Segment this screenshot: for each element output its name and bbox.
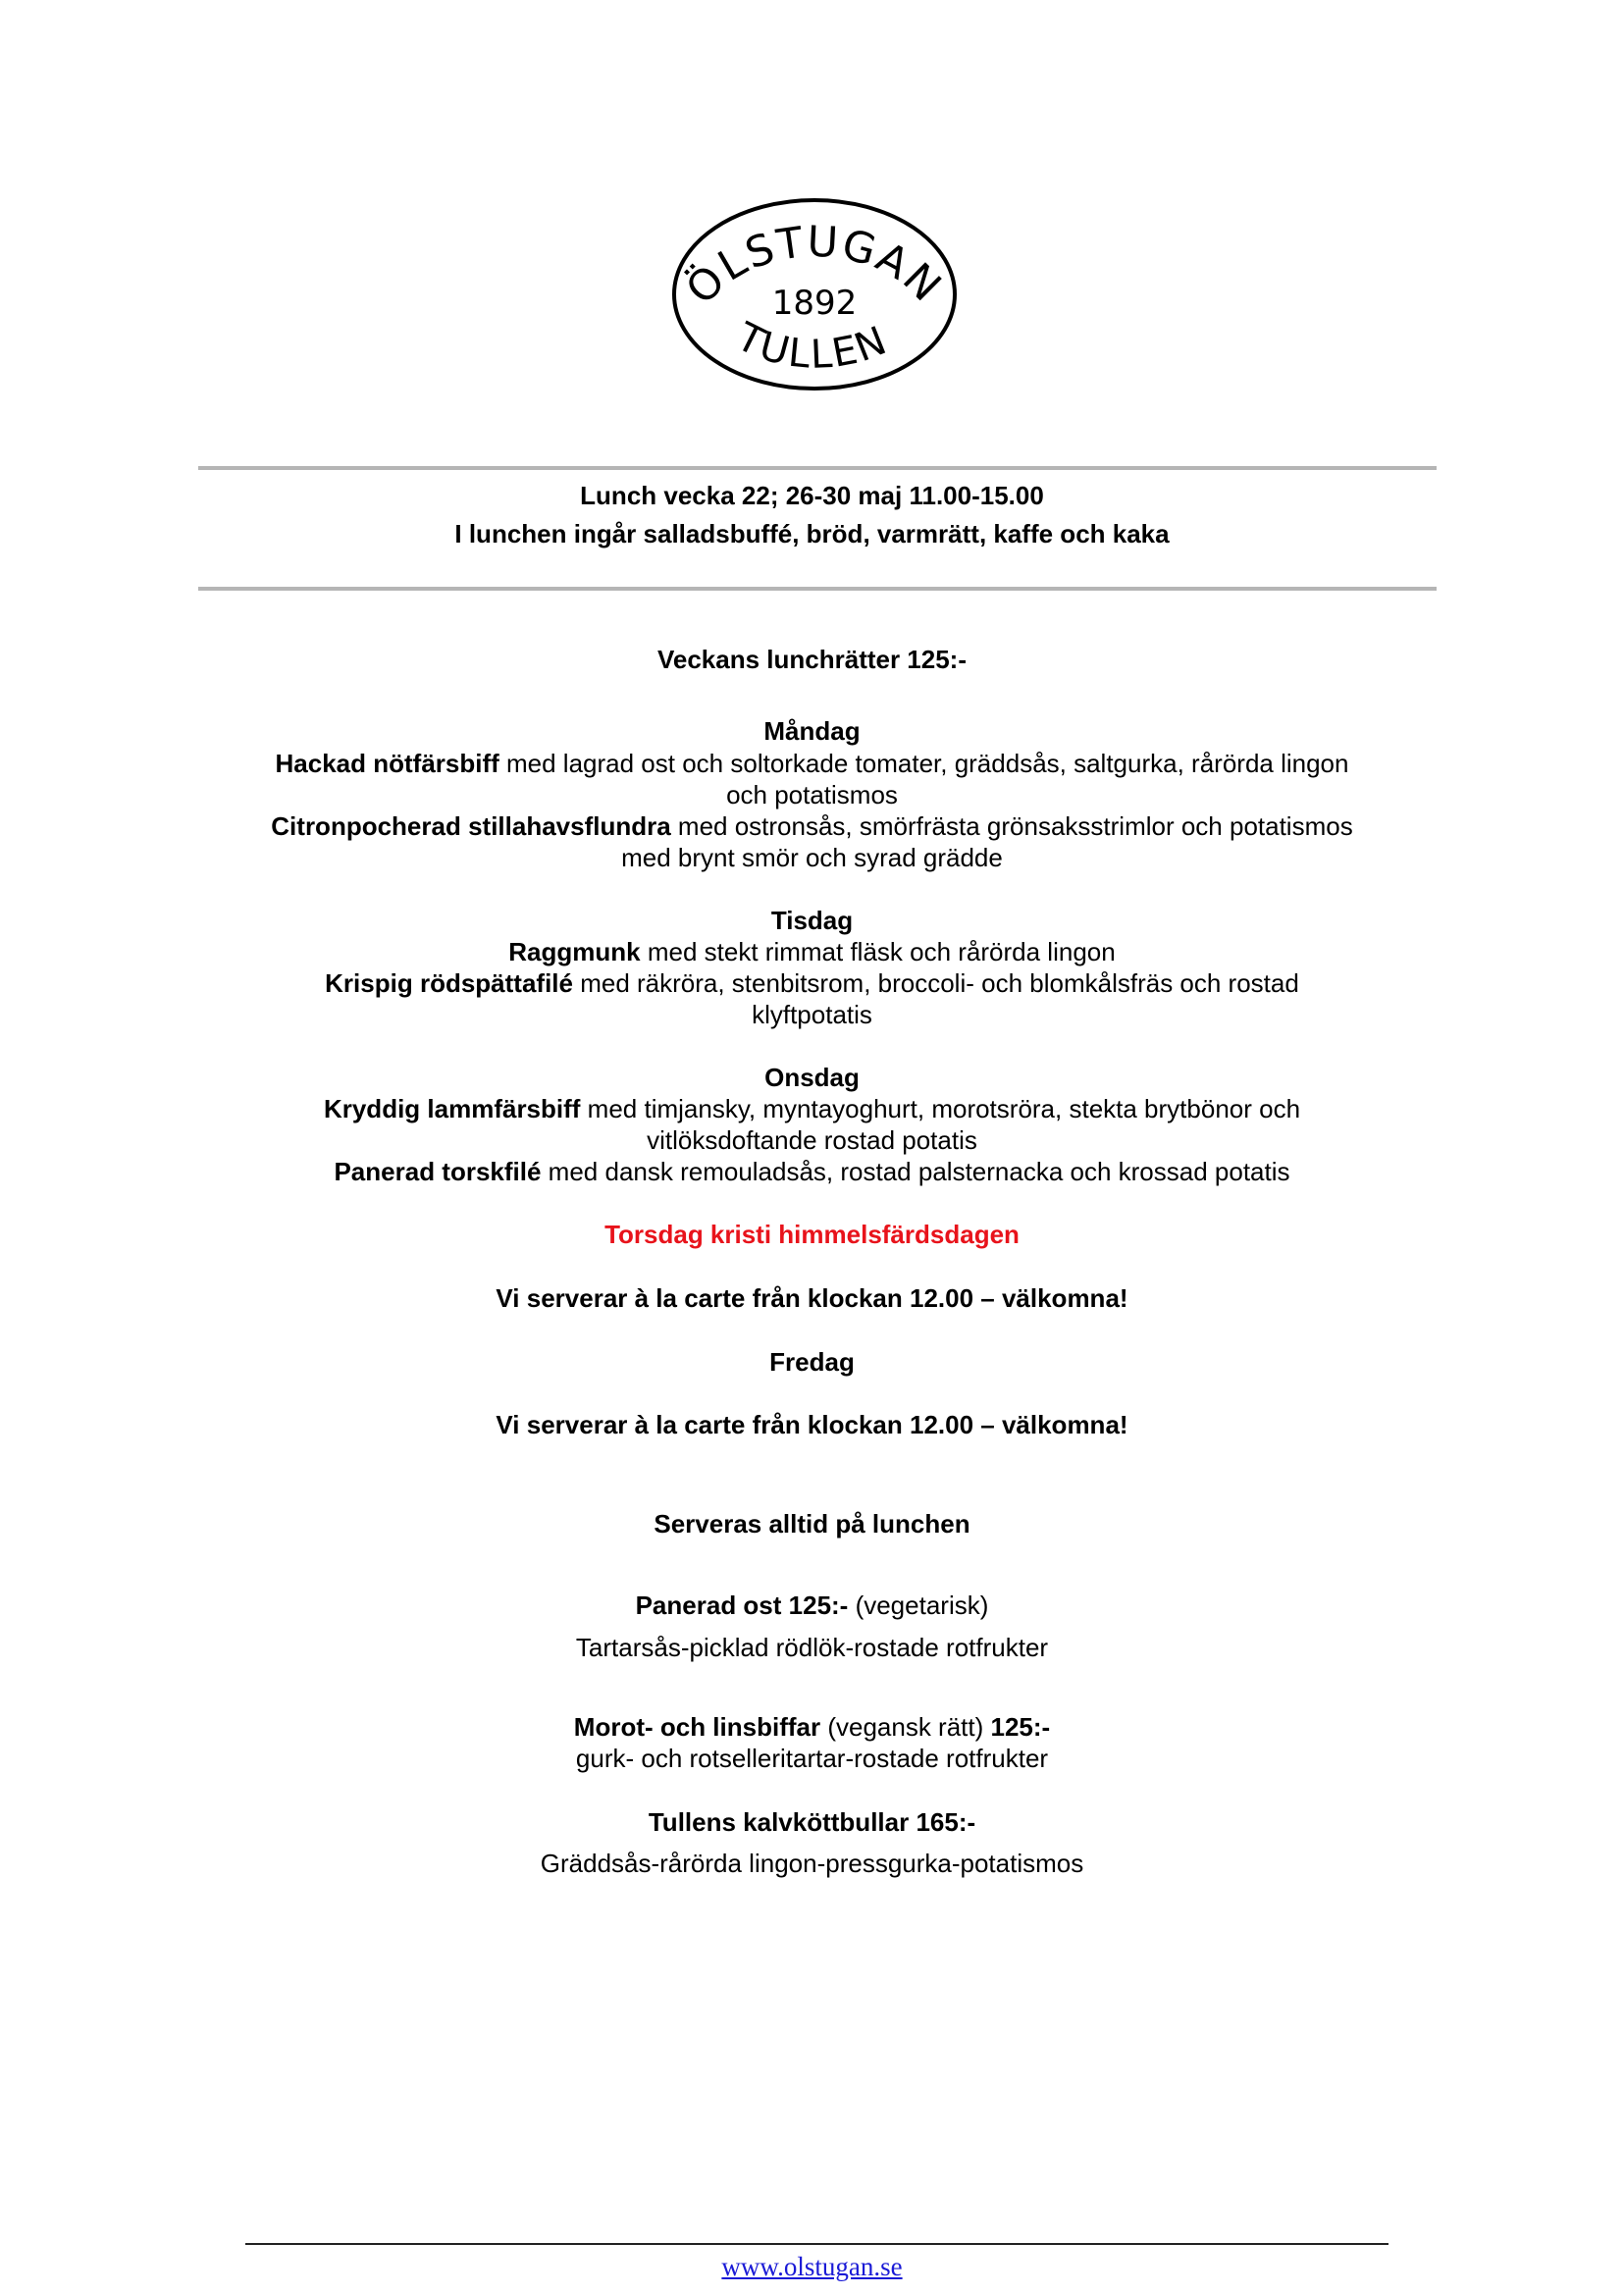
dish-tuesday-2 bbox=[0, 967, 1624, 999]
always-item-3: Tullens kalvköttbullar 165:- bbox=[648, 1807, 976, 1837]
week-title: Veckans lunchrätter 125:- bbox=[656, 645, 968, 674]
friday-a-la-carte-note: Vi serverar à la carte från klockan 12.00 – välkomna! bbox=[496, 1410, 1128, 1439]
website-link[interactable]: www.olstugan.se bbox=[721, 2252, 903, 2281]
footer bbox=[0, 2250, 1624, 2283]
item-tag: (vegetarisk) bbox=[848, 1591, 989, 1620]
dish-monday-2-cont: med brynt smör och syrad grädde bbox=[621, 843, 1003, 872]
dish-wednesday-1 bbox=[0, 1093, 1624, 1124]
always-item-3-desc: Gräddsås-rårörda lingon-pressgurka-potatismos bbox=[540, 1849, 1084, 1878]
dish-description: med räkröra, stenbitsrom, broccoli- och blomkålsfräs och rostad bbox=[572, 968, 1299, 998]
dish-wednesday-2 bbox=[0, 1156, 1624, 1187]
day-heading-monday: Måndag bbox=[763, 716, 861, 746]
dish-description: med ostronsås, smörfrästa grönsaksstrimlor och potatismos bbox=[670, 811, 1353, 841]
day-heading-tuesday: Tisdag bbox=[770, 906, 854, 935]
thursday-a-la-carte-note: Vi serverar à la carte från klockan 12.00 – välkomna! bbox=[496, 1283, 1128, 1313]
item-tag: (vegansk rätt) bbox=[820, 1712, 991, 1742]
always-item-1-desc: Tartarsås-picklad rödlök-rostade rotfrukter bbox=[575, 1633, 1049, 1662]
dish-description: med stekt rimmat fläsk och rårörda lingon bbox=[640, 937, 1116, 966]
header-bottom-divider bbox=[198, 587, 1437, 591]
item-price: 125:- bbox=[990, 1712, 1051, 1742]
always-item-1 bbox=[0, 1590, 1624, 1621]
always-item-2-desc: gurk- och rotselleritartar-rostade rotfrukter bbox=[575, 1744, 1049, 1773]
dish-name: Kryddig lammfärsbiff bbox=[323, 1094, 581, 1123]
dish-name: Panerad torskfilé bbox=[334, 1157, 542, 1186]
dish-tuesday-1 bbox=[0, 936, 1624, 967]
day-heading-wednesday: Onsdag bbox=[764, 1063, 860, 1092]
header-lunch-week: Lunch vecka 22; 26-30 maj 11.00-15.00 bbox=[580, 481, 1044, 510]
svg-text:TULLEN bbox=[729, 314, 895, 378]
dish-wednesday-1-cont: vitlöksdoftande rostad potatis bbox=[647, 1125, 977, 1155]
header-top-divider bbox=[198, 466, 1437, 470]
always-item-2 bbox=[0, 1711, 1624, 1743]
dish-name: Hackad nötfärsbiff bbox=[275, 749, 499, 778]
footer-divider bbox=[245, 2243, 1388, 2245]
logo-top-text: ÖLSTUGAN bbox=[676, 217, 952, 315]
dish-description: med lagrad ost och soltorkade tomater, gräddsås, saltgurka, rårörda lingon bbox=[498, 749, 1349, 778]
dish-tuesday-2-cont: klyftpotatis bbox=[752, 1000, 872, 1029]
header-lunch-includes: I lunchen ingår salladsbuffé, bröd, varmrätt, kaffe och kaka bbox=[454, 519, 1170, 548]
item-name: Panerad ost 125:- bbox=[635, 1591, 849, 1620]
olstugan-logo-icon bbox=[667, 191, 962, 397]
day-heading-friday: Fredag bbox=[769, 1347, 855, 1377]
logo-bottom-text: TULLEN bbox=[729, 314, 895, 378]
dish-monday-1-cont: och potatismos bbox=[726, 780, 898, 809]
item-name: Morot- och linsbiffar bbox=[573, 1712, 821, 1742]
dish-name: Raggmunk bbox=[508, 937, 641, 966]
dish-description: med timjansky, myntayoghurt, morotsröra, stekta brytbönor och bbox=[580, 1094, 1301, 1123]
thursday-holiday-notice: Torsdag kristi himmelsfärdsdagen bbox=[604, 1220, 1020, 1249]
dish-monday-2 bbox=[0, 810, 1624, 842]
dish-monday-1 bbox=[0, 748, 1624, 779]
always-served-title: Serveras alltid på lunchen bbox=[654, 1509, 970, 1539]
dish-name: Citronpocherad stillahavsflundra bbox=[271, 811, 671, 841]
dish-name: Krispig rödspättafilé bbox=[325, 968, 573, 998]
logo-year: 1892 bbox=[771, 284, 858, 323]
dish-description: med dansk remouladsås, rostad palsternacka och krossad potatis bbox=[541, 1157, 1290, 1186]
